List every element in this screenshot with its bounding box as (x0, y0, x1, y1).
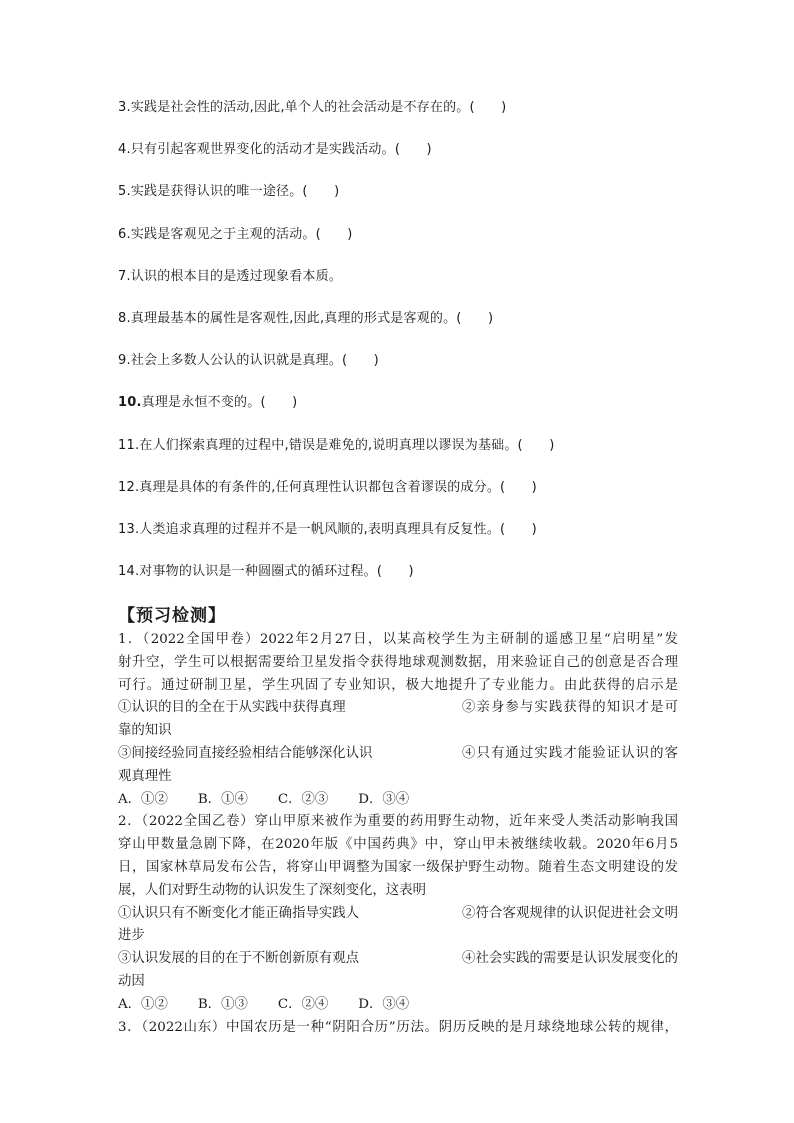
option-2: ②亲身参与实践获得的知识才是可 (462, 700, 678, 716)
judgment-item (118, 519, 688, 561)
option-4: ④社会实践的需要是认识发展变化的 (462, 951, 678, 967)
item-text: 真理是具体的有条件的,任何真理性认识都包含着谬误的成分。( ) (139, 479, 537, 495)
choice-c: C．②③ (277, 791, 329, 807)
preview-questions (118, 629, 678, 1039)
item-number: 11. (118, 437, 140, 453)
item-number: 7. (118, 268, 131, 284)
option-continuation: 动因 (118, 973, 145, 989)
question-line: 展，人们对野生动物的认识发生了深刻变化，这表明 (118, 882, 426, 898)
choice-d: D．③④ (358, 791, 410, 807)
question-line: 可行。通过研制卫星，学生巩固了专业知识，极大地提升了专业能力。由此获得的启示是 (118, 677, 678, 693)
item-number: 12. (118, 479, 140, 495)
true-false-list (118, 97, 688, 603)
answer-choices (118, 994, 678, 1017)
item-number: 3. (118, 100, 131, 115)
question-line: 穿山甲数量急剧下降，在2020年版《中国药典》中，穿山甲未被继续收载。2020年6月5 (118, 837, 678, 853)
option-row (118, 948, 678, 971)
option-3: ③间接经验同直接经验相结合能够深化认识 (118, 745, 373, 761)
item-text: 实践是获得认识的唯一途径。( ) (130, 184, 340, 200)
judgment-item (118, 561, 688, 603)
choice-c: C．②④ (277, 996, 329, 1012)
question-line: 3．（2022山东）中国农历是一种“阴阳合历”历法。阴历反映的是月球绕地球公转的规律， (118, 1019, 678, 1035)
judgment-item (118, 181, 688, 223)
question-line: 2．（2022全国乙卷）穿山甲原来被作为重要的药用野生动物，近年来受人类活动影响我国 (118, 814, 678, 830)
option-3: ③认识发展的目的在于不断创新原有观点 (118, 951, 360, 967)
choice-d: D．③④ (358, 996, 410, 1012)
judgment-item (118, 350, 688, 392)
item-number: 5. (118, 184, 131, 200)
option-2: ②符合客观规律的认识促进社会文明 (462, 905, 678, 921)
item-number: 4. (118, 142, 131, 158)
judgment-item (118, 266, 688, 308)
judgment-item (118, 308, 688, 350)
choice-a: A．①② (118, 791, 168, 807)
option-1: ①认识只有不断变化才能正确指导实践人 (118, 905, 360, 921)
item-text: 对事物的认识是一种圆圈式的循环过程。( ) (139, 564, 414, 580)
option-1: ①认识的目的全在于从实践中获得真理 (118, 700, 346, 716)
question-line: 日，国家林草局发布公告，将穿山甲调整为国家一级保护野生动物。随着生态文明建设的发 (118, 859, 678, 875)
item-number: 8. (118, 310, 131, 326)
option-continuation: 靠的知识 (118, 723, 172, 739)
option-continuation: 进步 (118, 928, 145, 944)
item-text: 人类追求真理的过程并不是一帆风顺的,表明真理具有反复性。( ) (139, 521, 537, 537)
item-text: 社会上多数人公认的认识就是真理。( ) (130, 353, 379, 369)
item-text: 实践是社会性的活动,因此,单个人的社会活动是不存在的。( ) (130, 100, 507, 115)
question-line: 1．（2022全国甲卷）2022年2月27日，以某高校学生为主研制的遥感卫星“启明星”发 (118, 632, 678, 647)
judgment-item (118, 139, 688, 181)
judgment-item (118, 224, 688, 266)
item-text: 实践是客观见之于主观的活动。( ) (130, 226, 353, 242)
choice-a: A．①② (118, 996, 168, 1012)
choice-b: B．①④ (197, 791, 248, 807)
judgment-item (118, 435, 688, 477)
question-line: 射升空，学生可以根据需要给卫星发指令获得地球观测数据，用来验证自己的创意是否合理 (118, 654, 678, 670)
item-number: 9. (118, 353, 131, 369)
item-number: 14. (118, 564, 140, 580)
choice-b: B．①③ (197, 996, 248, 1012)
item-text: 只有引起客观世界变化的活动才是实践活动。( ) (130, 142, 432, 158)
item-text: 认识的根本目的是透过现象看本质。 (130, 268, 343, 284)
judgment-item (118, 97, 688, 139)
section-title: 【预习检测】 (118, 606, 226, 626)
option-row (118, 743, 678, 766)
option-4: ④只有通过实践才能验证认识的客 (462, 745, 678, 761)
option-row (118, 697, 678, 720)
item-text: 真理是永恒不变的。( ) (141, 395, 298, 411)
item-text: 真理最基本的属性是客观性,因此,真理的形式是客观的。( ) (130, 310, 494, 326)
answer-choices (118, 789, 678, 812)
judgment-item (118, 477, 688, 519)
option-continuation: 观真理性 (118, 768, 172, 784)
item-number: 10. (118, 395, 142, 411)
item-number: 13. (118, 521, 140, 537)
item-text: 在人们探索真理的过程中,错误是难免的,说明真理以谬误为基础。( ) (139, 437, 555, 453)
item-number: 6. (118, 226, 131, 242)
option-row (118, 903, 678, 926)
judgment-item (118, 392, 688, 434)
